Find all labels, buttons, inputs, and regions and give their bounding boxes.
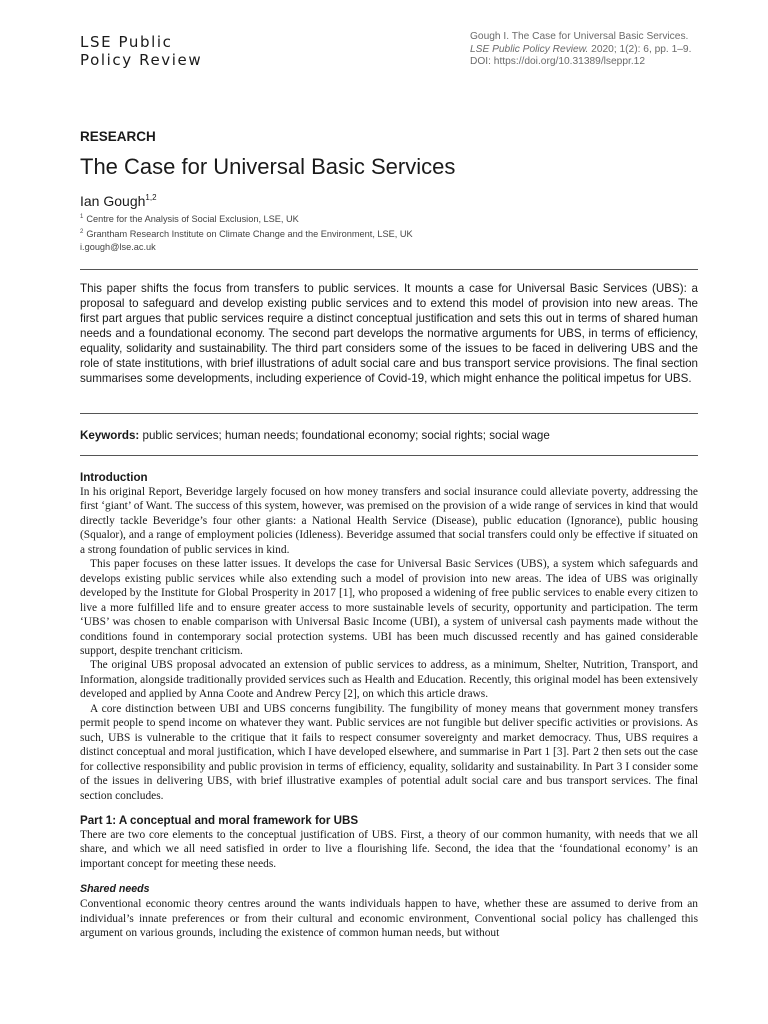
- citation-doi[interactable]: DOI: https://doi.org/10.31389/lseppr.12: [470, 56, 645, 68]
- journal-name: [80, 33, 202, 69]
- intro-paragraph-1: In his original Report, Beveridge largely focused on how money transfers and social insurance could alleviate poverty, addressing the first ‘giant’ of Want. The success of this system, however, was premised on the provision of a wide range of services in kind that would directly tackle Beveridge’s four other giants: a National Health Service (Disease), public education (Ignorance), public housing (Squalor), and a range of employment policies (Idleness). Beveridge assumed that social transfers could only be effective if situated on a strong foundation of public services in kind.: [80, 486, 698, 556]
- affiliation-2: [80, 226, 700, 241]
- divider-abstract: [80, 413, 698, 414]
- affiliation-1-mark: 1: [80, 214, 84, 220]
- section-label: RESEARCH: [80, 129, 156, 144]
- divider-top: [80, 269, 698, 270]
- author-name: Ian Gough: [80, 193, 146, 209]
- divider-keywords: [80, 455, 698, 456]
- abstract: This paper shifts the focus from transfers to public services. It mounts a case for Universal Basic Services (UBS): a proposal to safeguard and develop existing public services and to extend this model of provision into new areas. The first part argues that public services require a distinct conceptual justification and sets this out in terms of shared human needs and a foundational economy. The second part develops the normative arguments for UBS, in terms of efficiency, equality, solidarity and sustainability. The third part considers some of the issues to be faced in delivering UBS and the role of state institutions, with brief illustrations of adult social care and bus transport service provisions. The final section summarises some developments, including experience of Covid-19, which might enhance the political impetus for UBS.: [80, 282, 698, 385]
- citation-line1: Gough I. The Case for Universal Basic Services.: [470, 31, 689, 42]
- affiliation-2-text: Grantham Research Institute on Climate Change and the Environment, LSE, UK: [86, 228, 413, 239]
- citation-line2: [470, 44, 700, 57]
- citation-volume: 2020; 1(2): 6, pp. 1–9.: [588, 43, 692, 55]
- part1-paragraph-1: There are two core elements to the conceptual justification of UBS. First, a theory of our common humanity, with needs that we all share, and which we all need satisfied in order to live a flourishing life. Second, the idea that the ‘foundational economy’ is an important concept for meeting these needs.: [80, 828, 698, 870]
- intro-paragraph-2: This paper focuses on these latter issues. It develops the case for Universal Basic Services (UBS), a system which safeguards and develops existing public services while also extending such a model of provision into new areas. The idea of UBS was originally developed by the Institute for Global Prosperity in 2017 [1], who proposed a widening of free public services to enable every citizen to live a more fulfilled life and to ensure greater access to more sustainable levels of security, opportunity and participation. The term ‘UBS’ was chosen to enable comparison with Universal Basic Income (UBI), a system of universal cash payments made without the conditions found in contemporary social protection systems. UBI has been much discussed recently and has gained considerable support, despite trenchant criticism.: [80, 558, 698, 657]
- intro-paragraph-4: A core distinction between UBI and UBS concerns fungibility. The fungibility of money means that government money transfers permit people to spend income on whatever they want. Public services are not fungible but deliver specific activities or provisions. As such, UBS is vulnerable to the critique that it fails to respect consumer sovereignty and market democracy. Thus, UBS requires a distinct conceptual and moral justification, which I have developed elsewhere, and summarise in Part 1 [3]. Part 2 then sets out the case for collective responsibility and public provision in terms of efficiency, equality, solidarity and sustainability. In Part 3 I consider some of the issues in delivering UBS, with brief illustrative examples of potential adult social care and bus transport services. The final section concludes.: [80, 702, 698, 802]
- journal-name-line2: Policy Review: [80, 51, 203, 69]
- journal-name-line1: LSE Public: [80, 33, 173, 51]
- author: [80, 193, 157, 209]
- article-title: The Case for Universal Basic Services: [80, 154, 456, 179]
- citation-block: [470, 31, 700, 69]
- article-body: [80, 470, 698, 941]
- shared-needs-heading: Shared needs: [80, 883, 150, 896]
- intro-paragraph-3: The original UBS proposal advocated an extension of public services to address, as a minimum, Shelter, Nutrition, Transport, and Information, alongside traditionally provided services such as Health and Education. Recently, this original model has been extensively developed and applied by Anna Coote and Andrew Percy [2], on which this article draws.: [80, 659, 698, 701]
- author-email[interactable]: i.gough@lse.ac.uk: [80, 241, 156, 252]
- affiliation-1: [80, 211, 700, 226]
- keywords: [80, 428, 698, 443]
- affiliations: [80, 211, 700, 253]
- keywords-list: public services; human needs; foundational economy; social rights; social wage: [139, 429, 550, 442]
- shared-needs-paragraph-1: Conventional economic theory centres around the wants individuals happen to have, whether these are assumed to derive from an individual’s innate preferences or from their cultural and economic environment, Conventional social policy has challenged this argument on various grounds, including the existence of common human needs, but without: [80, 898, 698, 940]
- affiliation-2-mark: 2: [80, 228, 84, 235]
- author-affiliation-marks: 1,2: [145, 193, 157, 202]
- affiliation-1-text: Centre for the Analysis of Social Exclusion, LSE, UK: [86, 214, 299, 224]
- part1-heading: Part 1: A conceptual and moral framework for UBS: [80, 813, 359, 827]
- citation-journal: LSE Public Policy Review.: [470, 43, 589, 55]
- introduction-heading: Introduction: [80, 471, 148, 484]
- keywords-label: Keywords:: [80, 429, 140, 442]
